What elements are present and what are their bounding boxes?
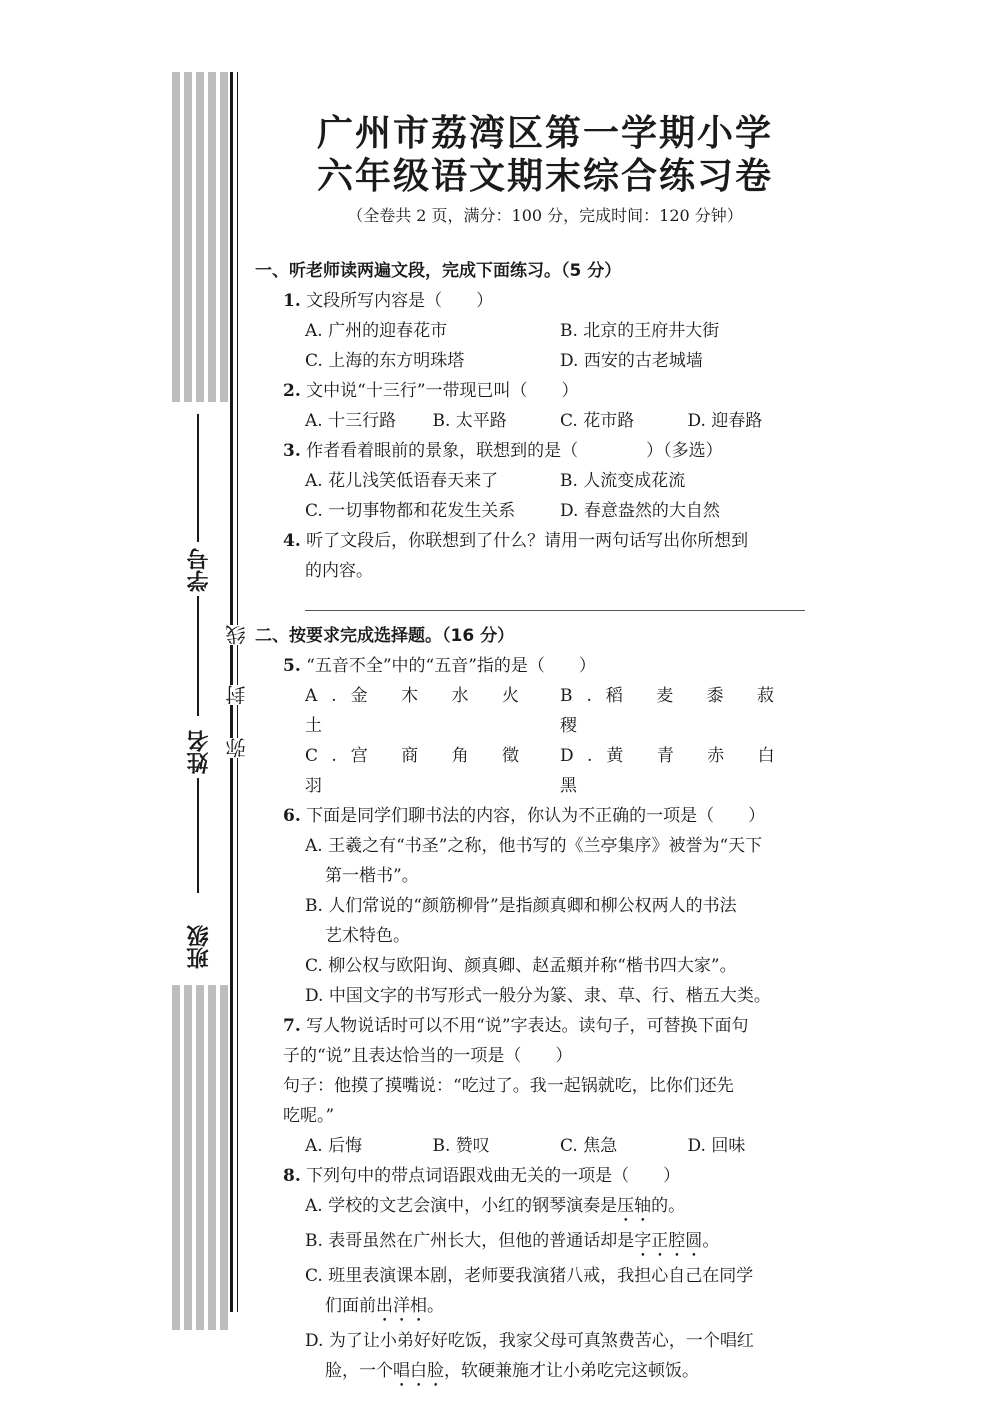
question-3-options-2[interactable]	[255, 496, 815, 526]
option-b[interactable]: B. 太平路	[432, 411, 507, 431]
class-field[interactable]	[178, 925, 218, 969]
option-d[interactable]: D. 春意盎然的大自然	[560, 501, 720, 521]
option-c[interactable]: C.宫 商 角 徵 羽	[305, 746, 534, 796]
option-b[interactable]: B. 人流变成花流	[560, 471, 686, 491]
student-id-underline-lower	[197, 596, 199, 716]
question-3-options[interactable]	[255, 466, 815, 496]
question-7-cont: 子的“说”且表达恰当的一项是（ ）	[283, 1046, 573, 1066]
question-4: 4. 听了文段后，你联想到了什么？请用一两句话写出你所想到	[283, 531, 749, 551]
question-6-option-c[interactable]: C. 柳公权与欧阳询、颜真卿、赵孟頫并称“楷书四大家”。	[305, 956, 737, 976]
question-7: 7. 写人物说话时可以不用“说”字表达。读句子，可替换下面句	[283, 1016, 749, 1036]
class-label: 班级	[185, 925, 212, 969]
question-3: 3. 作者看着眼前的景象，联想到的是（ ）（多选）	[283, 441, 723, 461]
question-5-options-2[interactable]	[255, 741, 815, 801]
option-a[interactable]: A. 后悔	[305, 1136, 363, 1156]
question-1-options-2[interactable]	[255, 346, 815, 376]
name-field[interactable]	[178, 730, 218, 893]
option-c[interactable]: C. 上海的东方明珠塔	[305, 351, 465, 371]
question-4-cont: 的内容。	[305, 561, 373, 581]
option-d[interactable]: D. 西安的古老城墙	[560, 351, 703, 371]
page-title-line1: 广州市荔湾区第一学期小学	[316, 113, 773, 154]
student-id-label: 学号	[185, 548, 212, 592]
seal-char-xian: 线	[222, 625, 242, 645]
question-5-options[interactable]	[255, 681, 815, 741]
question-8-option-c[interactable]: C. 班里表演课本剧，老师要我演猪八戒，我担心自己在同学 们面前出洋相。	[305, 1266, 754, 1316]
section2-heading: 二、按要求完成选择题。（16 分）	[255, 626, 515, 646]
exam-content	[255, 256, 815, 1391]
question-8: 8. 下列句中的带点词语跟戏曲无关的一项是（ ）	[283, 1166, 681, 1186]
name-underline	[197, 778, 199, 893]
question-2-options[interactable]	[255, 406, 815, 436]
option-d[interactable]: D. 回味	[687, 1136, 746, 1156]
name-label: 姓名	[185, 730, 212, 774]
question-7-options[interactable]	[255, 1131, 815, 1161]
question-6-option-a[interactable]: A. 王羲之有“书圣”之称，他书写的《兰亭集序》被誉为“天下 第一楷书”。	[305, 836, 763, 886]
student-id-field[interactable]	[178, 410, 218, 716]
option-b[interactable]: B. 赞叹	[432, 1136, 490, 1156]
question-1-options[interactable]	[255, 316, 815, 346]
option-d[interactable]: D.黄 青 赤 白 黑	[560, 746, 789, 796]
section1-heading: 一、听老师读两遍文段，完成下面练习。（5 分）	[255, 261, 622, 281]
option-b[interactable]: B. 北京的王府井大街	[560, 321, 720, 341]
option-b[interactable]: B.稻 麦 黍 菽 稷	[560, 686, 789, 736]
question-6: 6. 下面是同学们聊书法的内容，你认为不正确的一项是（ ）	[283, 806, 766, 826]
binding-stripes-top	[172, 72, 228, 402]
question-8-option-d[interactable]: D. 为了让小弟好好吃饭，我家父母可真煞费苦心，一个唱红 脸，一个唱白脸，软硬兼施才让小弟吃完这顿饭。	[305, 1331, 754, 1381]
question-8-option-a[interactable]: A. 学校的文艺会演中，小红的钢琴演奏是压轴的。	[305, 1196, 686, 1216]
seal-char-mi: 弥	[222, 738, 242, 758]
question-1: 1. 文段所写内容是（ ）	[283, 291, 494, 311]
option-a[interactable]: A.金 木 水 火 土	[305, 686, 533, 736]
question-6-option-d[interactable]: D. 中国文字的书写形式一般分为篆、隶、草、行、楷五大类。	[305, 986, 771, 1006]
page-subtitle: （全卷共 2 页，满分：100 分，完成时间：120 分钟）	[347, 206, 743, 225]
option-c[interactable]: C. 一切事物都和花发生关系	[305, 501, 516, 521]
question-8-option-b[interactable]: B. 表哥虽然在广州长大，但他的普通话却是字正腔圆。	[305, 1231, 720, 1251]
option-a[interactable]: A. 广州的迎春花市	[305, 321, 448, 341]
option-a[interactable]: A. 花儿浅笑低语春天来了	[305, 471, 499, 491]
seal-char-feng: 封	[222, 685, 242, 705]
question-5: 5. “五音不全”中的“五音”指的是（ ）	[283, 656, 596, 676]
question-6-option-b[interactable]: B. 人们常说的“颜筋柳骨”是指颜真卿和柳公权两人的书法 艺术特色。	[305, 896, 737, 946]
option-d[interactable]: D. 迎春路	[687, 411, 763, 431]
binding-stripes-bottom	[172, 985, 228, 1330]
question-7-sentence: 句子：他摸了摸嘴说：“吃过了。我一起锅就吃，比你们还先	[283, 1076, 734, 1096]
option-c[interactable]: C. 花市路	[560, 411, 635, 431]
question-2: 2. 文中说“十三行”一带现已叫（ ）	[283, 381, 579, 401]
option-a[interactable]: A. 十三行路	[305, 411, 397, 431]
answer-line[interactable]	[305, 610, 805, 611]
student-id-underline	[197, 414, 199, 542]
page-title-line2: 六年级语文期末综合练习卷	[316, 156, 773, 197]
option-c[interactable]: C. 焦急	[560, 1136, 618, 1156]
question-7-sentence-cont: 吃呢。”	[283, 1106, 335, 1126]
